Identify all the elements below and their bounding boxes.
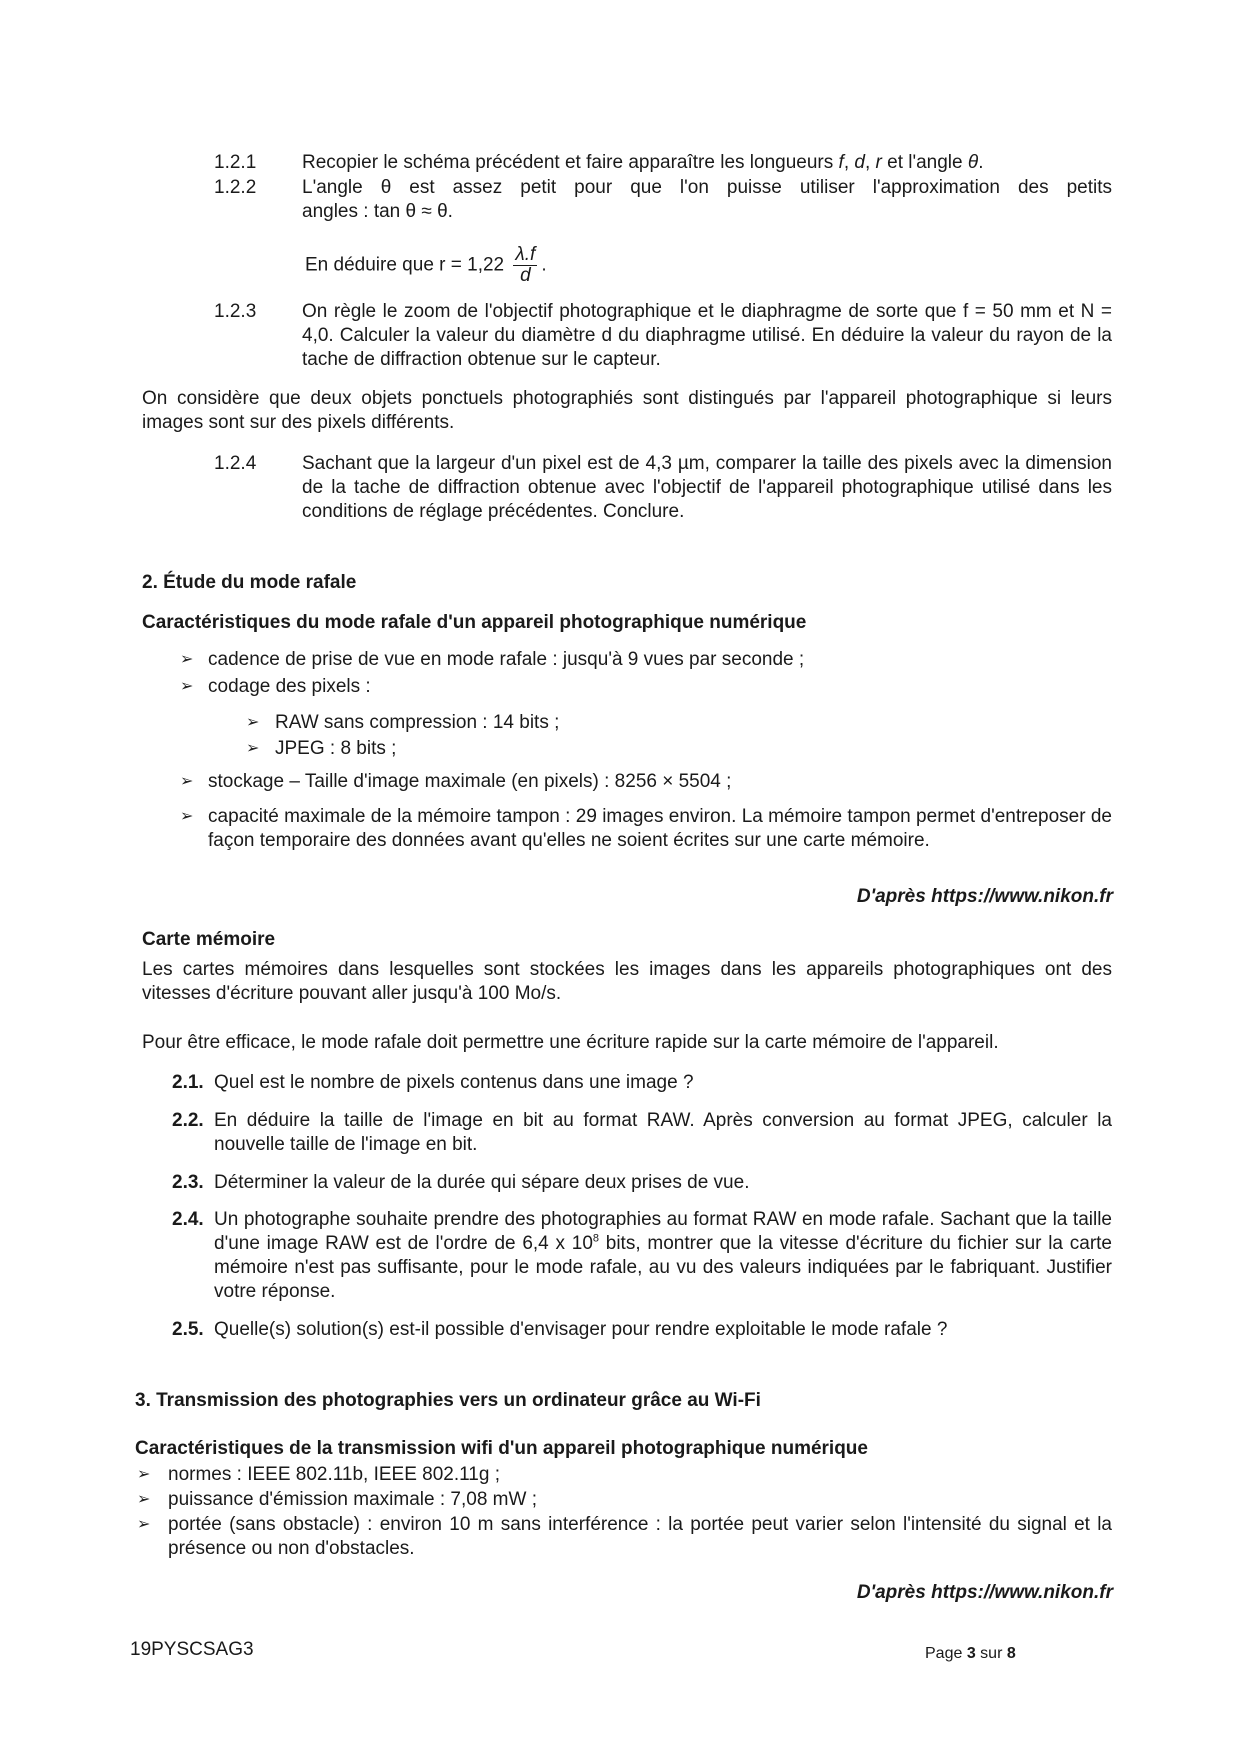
question-number: 2.1. (172, 1072, 204, 1093)
question-number: 1.2.1 (214, 152, 257, 173)
arrow-bullet-icon: ➢ (137, 1516, 151, 1533)
question-number: 1.2.2 (214, 177, 257, 198)
arrow-bullet-icon: ➢ (180, 808, 194, 825)
section-2-subheading: Caractéristiques du mode rafale d'un appareil photographique numérique (142, 612, 807, 633)
list-item: normes : IEEE 802.11b, IEEE 802.11g ; (168, 1464, 500, 1485)
list-subitem: JPEG : 8 bits ; (275, 738, 397, 759)
memory-card-paragraph: Les cartes mémoires dans lesquelles sont stockées les images dans les appareils photographiques ont des vitesses d'écriture pouvant aller jusqu'à 100 Mo/s. (142, 959, 1112, 1004)
list-item: codage des pixels : (208, 676, 371, 697)
arrow-bullet-icon: ➢ (246, 740, 260, 757)
question-number: 2.4. (172, 1209, 204, 1230)
question-text: Quel est le nombre de pixels contenus dans une image ? (214, 1072, 694, 1093)
question-number: 2.2. (172, 1110, 204, 1131)
arrow-bullet-icon: ➢ (180, 678, 194, 695)
page-number: Page 3 sur 8 (925, 1645, 1016, 1662)
memory-card-heading: Carte mémoire (142, 929, 276, 950)
list-item: puissance d'émission maximale : 7,08 mW ; (168, 1489, 537, 1510)
arrow-bullet-icon: ➢ (137, 1466, 151, 1483)
question-number: 2.5. (172, 1319, 204, 1340)
question-text: Recopier le schéma précédent et faire apparaître les longueurs f, d, r et l'angle θ. (302, 152, 984, 173)
list-item: capacité maximale de la mémoire tampon : 29 images environ. La mémoire tampon permet d'entreposer de façon temporaire des données avant qu'elles ne soient écrites sur une carte mémoire. (208, 806, 1112, 851)
question-number: 2.3. (172, 1172, 204, 1193)
section-3-heading: 3. Transmission des photographies vers un ordinateur grâce au Wi-Fi (135, 1390, 761, 1411)
document-code: 19PYSCSAG3 (130, 1639, 254, 1660)
source-citation: D'après https://www.nikon.fr (856, 1582, 1113, 1603)
arrow-bullet-icon: ➢ (246, 714, 260, 731)
list-item: cadence de prise de vue en mode rafale : jusqu'à 9 vues par seconde ; (208, 649, 805, 670)
question-text: Sachant que la largeur d'un pixel est de 4,3 µm, comparer la taille des pixels avec la dimension de la tache de diffraction obtenue avec l'objectif de l'appareil photographique utilisé dans les conditions de réglage précédentes. Conclure. (302, 453, 1112, 522)
question-text: On règle le zoom de l'objectif photographique et le diaphragme de sorte que f = 50 mm et N = 4,0. Calculer la valeur du diamètre d du diaphragme utilisé. En déduire la valeur du rayon de la tache de diffraction obtenue sur le capteur. (302, 301, 1112, 370)
question-number: 1.2.4 (214, 453, 257, 474)
question-text: En déduire la taille de l'image en bit au format RAW. Après conversion au format JPEG, calculer la nouvelle taille de l'image en bit. (214, 1110, 1112, 1155)
list-item: portée (sans obstacle) : environ 10 m sans interférence : la portée peut varier selon l'intensité du signal et la présence ou non d'obstacles. (168, 1514, 1112, 1559)
question-text: Un photographe souhaite prendre des photographies au format RAW en mode rafale. Sachant que la taille d'une image RAW est de l'ordre de 6,4 x $10^8$ bits, montrer que la vitesse d'écriture du fichier sur la carte mémoire n'est pas suffisante, pour le mode rafale, au vu des valeurs indiquées par le fabriquant. Justifier votre réponse. (214, 1209, 1112, 1302)
section-3-subheading: Caractéristiques de la transmission wifi d'un appareil photographique numérique (135, 1438, 868, 1459)
list-item: stockage – Taille d'image maximale (en pixels) : 8256 × 5504 ; (208, 771, 732, 792)
arrow-bullet-icon: ➢ (180, 651, 194, 668)
question-text-line1: L'angle θ est assez petit pour que l'on puisse utiliser l'approximation des petits (302, 177, 1112, 198)
question-number: 1.2.3 (214, 301, 257, 322)
arrow-bullet-icon: ➢ (180, 773, 194, 790)
efficiency-paragraph: Pour être efficace, le mode rafale doit permettre une écriture rapide sur la carte mémoire de l'appareil. (142, 1032, 999, 1053)
question-text: Déterminer la valeur de la durée qui sépare deux prises de vue. (214, 1172, 750, 1193)
formula-line: En déduire que r = 1,22 $\frac{\lambda.f}{d}$ . (305, 244, 547, 286)
consideration-paragraph: On considère que deux objets ponctuels photographiés sont distingués par l'appareil photographique si leurs images sont sur des pixels différents. (142, 388, 1112, 433)
section-2-heading: 2. Étude du mode rafale (142, 572, 357, 593)
arrow-bullet-icon: ➢ (137, 1491, 151, 1508)
question-text: Quelle(s) solution(s) est-il possible d'envisager pour rendre exploitable le mode rafale ? (214, 1319, 948, 1340)
question-text-line2: angles : tan θ ≈ θ. (302, 201, 453, 222)
source-citation: D'après https://www.nikon.fr (856, 886, 1113, 907)
list-subitem: RAW sans compression : 14 bits ; (275, 712, 560, 733)
formula-fraction: $\frac{\lambda.f}{d}$ (515, 244, 536, 286)
